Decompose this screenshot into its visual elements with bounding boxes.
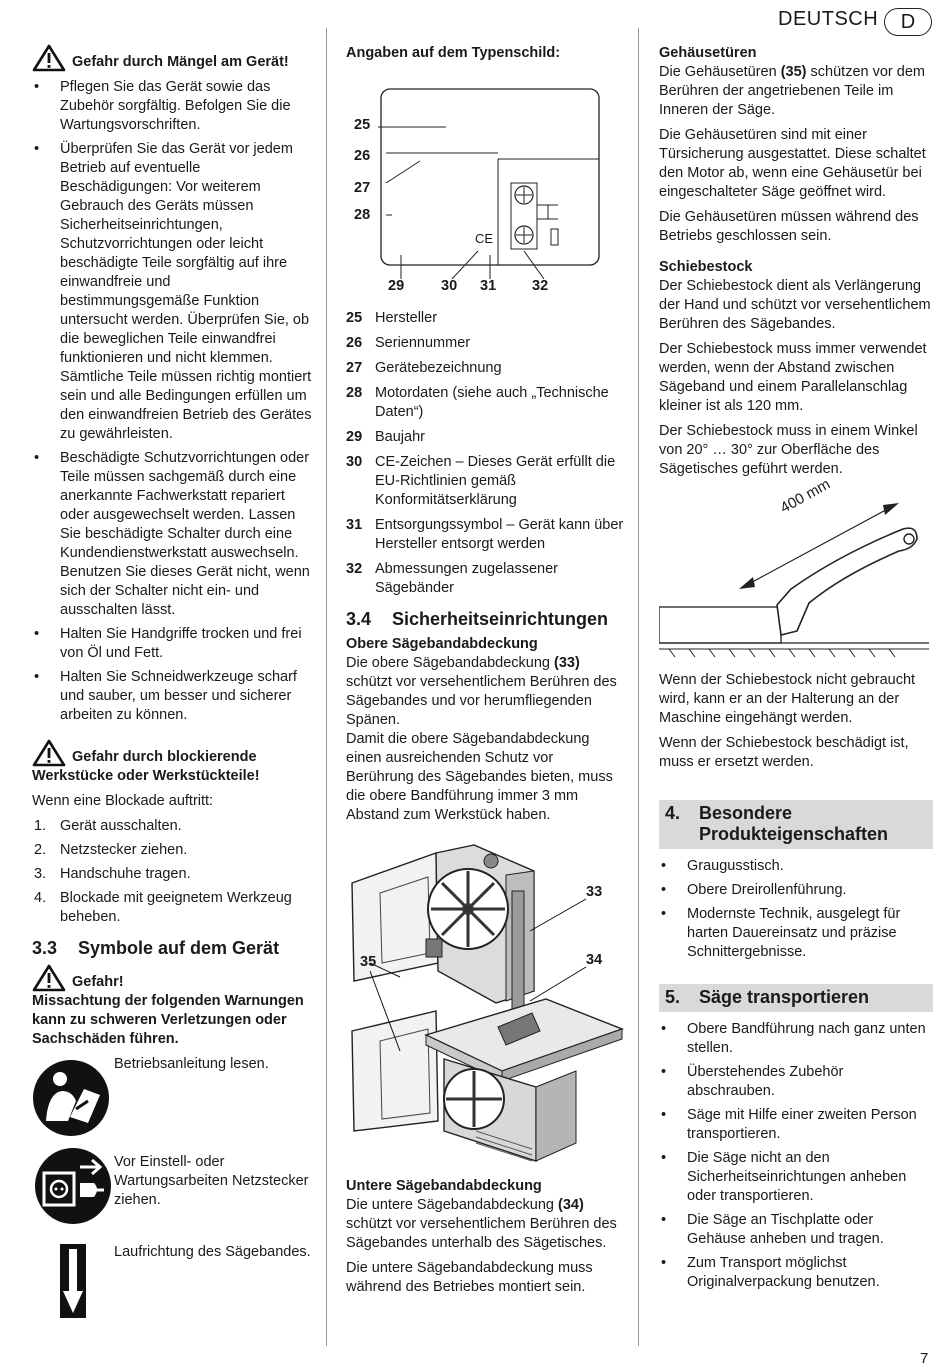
list-item: • Die Säge nicht an den Sicherheitseinrichtungen anheben oder transportieren. [661,1150,907,1204]
type-plate-diagram [346,71,624,279]
blade-direction-icon [59,1243,87,1319]
symbol-direction [32,1223,312,1313]
transport-list [659,1020,933,1292]
figure-label: 34 [586,952,603,968]
warning-triangle-icon [32,44,66,72]
housing-doors-text: Die Gehäusetüren (35) schützen vor dem Berühren der angetriebenen Teile im Inneren der Säge. [659,64,925,118]
unplug-icon [34,1147,112,1225]
lower-cover-text: Die untere Sägebandabdeckung (34) schützt vor versehentlichem Berühren des Sägebandes unterhalb des Sägetisches. [346,1197,617,1251]
column-1 [32,44,312,1313]
column-3 [659,44,933,1298]
plate-label: 28 [354,207,371,223]
list-item: • Halten Sie Handgriffe trocken und frei von Öl und Fett. [34,626,302,661]
symbol-text: Vor Einstell- oder Wartungsarbeiten Netzstecker ziehen. [114,1154,309,1208]
symbol-manual [32,1055,312,1139]
push-stick-title: Schiebestock [659,259,753,275]
warning-title: Gefahr durch blockierende Werkstücke oder Werkstückteile! [32,749,260,784]
push-stick-text: Der Schiebestock dient als Verlängerung der Hand und schützt vor versehentlichem Berühren des Sägebandes. [659,278,931,332]
warning-defects [32,44,312,72]
warning-general: Gefahr! Missachtung der folgenden Warnungen kann zu schweren Verletzungen oder Sachschäden führen. [32,964,312,1049]
defects-list [32,78,312,725]
page-number: 7 [920,1350,929,1367]
warning-triangle-icon [32,964,66,992]
section-heading-3-4: 3.4 Sicherheitseinrichtungen [346,609,609,629]
language-label: DEUTSCH [778,8,879,30]
column-divider [326,28,327,1346]
legend-item: 30 CE-Zeichen – Dieses Gerät erfüllt die EU-Richtlinien gemäß Konformitätserklärung [346,454,616,508]
legend-item: 29 Baujahr [346,429,425,445]
list-item: 4. Blockade mit geeignetem Werkzeug beheben. [34,890,292,925]
upper-cover-title: Obere Sägebandabdeckung [346,636,538,652]
warning-blocking [32,739,312,786]
housing-doors-text-3: Die Gehäusetüren müssen während des Betriebs geschlossen sein. [659,209,919,244]
legend-item: 31 Entsorgungssymbol – Gerät kann über Hersteller entsorgt werden [346,517,624,552]
warning-text: Missachtung der folgenden Warnungen kann zu schweren Verletzungen oder Sachschäden führen. [32,993,304,1047]
list-item: • Die Säge an Tischplatte oder Gehäuse anheben und tragen. [661,1212,884,1247]
product-features-list [659,857,933,962]
housing-doors-title: Gehäusetüren [659,45,757,61]
section-heading-3-3: 3.3 Symbole auf dem Gerät [32,938,280,958]
plate-label: 26 [354,148,371,164]
section-heading-4: 4. Besondere Produkteigenschaften [659,800,933,849]
plate-label: 25 [354,117,371,133]
list-item: • Obere Dreirollenführung. [661,882,847,898]
lower-cover-title: Untere Sägebandabdeckung [346,1178,542,1194]
legend-item: 27 Gerätebezeichnung [346,360,502,376]
section-heading-5: 5. Säge transportieren [659,984,933,1012]
plate-bottom-labels [346,277,624,309]
symbol-unplug [32,1139,312,1223]
plate-label: 31 [480,278,497,294]
legend-item: 25 Hersteller [346,310,438,326]
list-item: • Zum Transport möglichst Originalverpackung benutzen. [661,1255,880,1290]
plate-label: 29 [388,278,405,294]
list-item: • Beschädigte Schutzvorrichtungen oder Teile müssen sachgemäß durch eine anerkannte Fachwerkstatt repariert oder ausgewechselt werden. Lassen Sie beschädigte Schalter durch eine Kundendienstwerkstatt auswechseln. Benutzen Sie dieses Gerät nicht, wenn sich der Schalter nicht ein- und ausschalten lässt. [34,450,310,618]
blocking-intro: Wenn eine Blockade auftritt: [32,793,214,809]
list-item: 2. Netzstecker ziehen. [34,842,188,858]
symbol-text: Betriebsanleitung lesen. [114,1056,269,1072]
upper-cover-text-2: Damit die obere Sägebandabdeckung einen ausreichenden Schutz vor Berührung des Sägebandes bieten, muss die obere Bandführung immer 3 mm Abstand zum Werkstück haben. [346,731,613,823]
list-item: • Obere Bandführung nach ganz unten stellen. [661,1021,926,1056]
push-stick-text-5: Wenn der Schiebestock beschädigt ist, muss er ersetzt werden. [659,735,909,770]
warning-title: Gefahr durch Mängel am Gerät! [72,54,289,70]
bandsaw-illustration [346,831,624,1169]
plate-label: 30 [441,278,458,294]
upper-cover-text: Die obere Sägebandabdeckung (33) schützt vor versehentlichem Berühren des Sägebandes und vor herumfliegenden Spänen. [346,655,617,728]
legend-item: 32 Abmessungen zugelassener Sägebänder [346,561,558,596]
type-plate-legend [346,309,624,598]
list-item: • Überstehendes Zubehör abschrauben. [661,1064,844,1099]
list-item: • Modernste Technik, ausgelegt für harten Dauereinsatz und präzise Schnittergebnisse. [661,906,901,960]
type-plate-title: Angaben auf dem Typenschild: [346,45,561,61]
read-manual-icon [32,1059,110,1137]
blocking-steps [32,817,312,927]
stick-length-label: 400 mm [777,475,834,517]
list-item: 1. Gerät ausschalten. [34,818,182,834]
figure-label: 33 [586,884,603,900]
warning-triangle-icon [32,739,66,767]
list-item: • Säge mit Hilfe einer zweiten Person transportieren. [661,1107,917,1142]
housing-doors-text-2: Die Gehäusetüren sind mit einer Türsicherung ausgestattet. Diese schaltet den Motor ab, wenn eine Gehäusetür bei eingeschalteter Säge geöffnet wird. [659,127,926,200]
language-badge: D [884,8,932,36]
figure-label: 35 [360,954,377,970]
list-item: • Graugusstisch. [661,858,784,874]
list-item: 3. Handschuhe tragen. [34,866,191,882]
lower-cover-text-2: Die untere Sägebandabdeckung muss während des Betriebes montiert sein. [346,1260,593,1295]
plate-label: 32 [532,278,549,294]
column-divider [638,28,639,1346]
legend-item: 28 Motordaten (siehe auch „Technische Daten“) [346,385,609,420]
push-stick-illustration [659,475,933,665]
column-2 [346,44,624,1303]
push-stick-text-4: Wenn der Schiebestock nicht gebraucht wird, kann er an der Halterung an der Maschine eingehängt werden. [659,672,916,726]
symbol-text: Laufrichtung des Sägebandes. [114,1244,311,1260]
push-stick-text-2: Der Schiebestock muss immer verwendet werden, wenn der Abstand zwischen Sägeband und einem Parallelanschlag kleiner ist als 120 mm. [659,341,927,414]
ce-mark: CE [475,231,494,246]
list-item: • Überprüfen Sie das Gerät vor jedem Betrieb auf eventuelle Beschädigungen: Vor weiterem Gebrauch des Geräts müssen Sicherheitseinrichtungen, Schutzvorrichtungen oder leicht beschädigte Teile sorgfältig auf ihre einwandfreie und bestimmungsgemäße Funktion untersucht werden. Überprüfen Sie, ob die beweglichen Teile einwandfrei funktionieren und nicht klemmen. Sämtliche Teile müssen richtig montiert sein und alle Bedingungen erfüllen um den einwandfreien Betrieb des Gerätes zu gewährleisten. [34,141,312,442]
plate-label: 27 [354,180,371,196]
list-item: • Halten Sie Schneidwerkzeuge scharf und sauber, um besser und sicherer arbeiten zu können. [34,669,297,723]
legend-item: 26 Seriennummer [346,335,471,351]
list-item: • Pflegen Sie das Gerät sowie das Zubehör sorgfältig. Befolgen Sie die Wartungsvorschriften. [34,79,291,133]
push-stick-text-3: Der Schiebestock muss in einem Winkel von 20° … 30° zur Oberfläche des Sägetisches geführt werden. [659,423,918,477]
